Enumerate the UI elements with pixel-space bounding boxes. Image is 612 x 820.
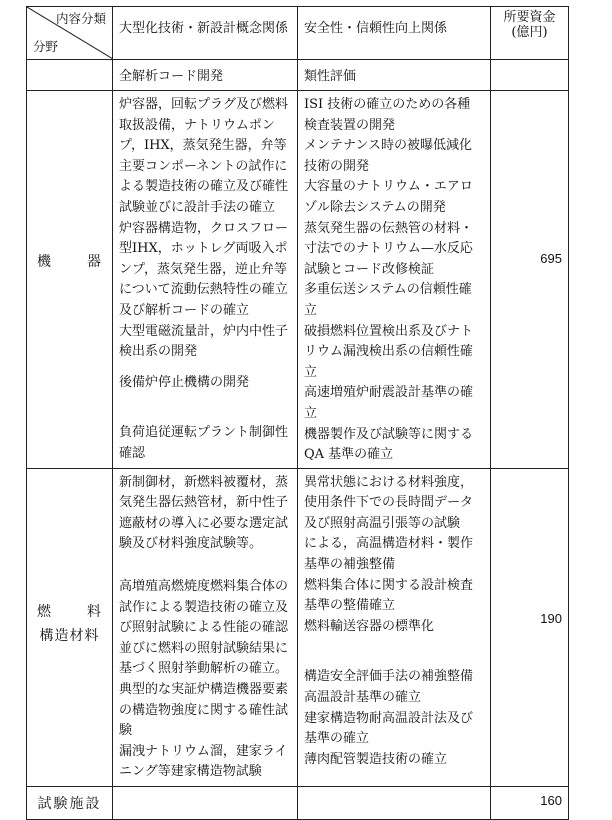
- subheader-fund: [491, 60, 569, 91]
- list-item: 蒸気発生器の伝熱管の材料・ 寸法でのナトリウム—水反応 試験とコード改修検証: [304, 220, 474, 277]
- list-item: 多重伝送システムの信頼性確 立: [304, 282, 472, 318]
- list-item: 負荷追従運転プラント制御性 確認: [119, 425, 289, 461]
- test-fund-value: 160: [540, 792, 562, 808]
- subheader-col-b: 類性評価: [298, 60, 491, 91]
- list-item: 高速増殖炉耐震設計基準の確 立: [304, 385, 474, 421]
- test-col-a: [113, 786, 298, 819]
- field-equipment-label: 機 器: [37, 254, 102, 270]
- field-cell-fuel-materials: [27, 468, 113, 786]
- header-row: [27, 7, 569, 60]
- fund-header: [491, 7, 569, 60]
- field-label: 分野: [33, 39, 59, 54]
- funding-table: [26, 6, 569, 820]
- subheader-empty: [27, 60, 113, 91]
- test-fund-cell: [491, 786, 569, 819]
- test-col-b: [298, 786, 491, 819]
- list-item: 高温設計基準の確立: [304, 690, 422, 706]
- list-item: メンテナンス時の被曝低減化 技術の開発: [304, 138, 472, 174]
- list-item: 高増殖高燃焼度燃料集合体の 試作による製造技術の確立及 び照射試験による性能の確認 並びに燃料の照射試験結果に 基づく照射挙動解析の確立。: [119, 579, 289, 677]
- corner-header-cell: [27, 7, 113, 60]
- field-materials-label: 構造材料: [39, 627, 100, 644]
- list-item: 大容量のナトリウム・エアロ ゾル除去システムの開発: [304, 179, 473, 215]
- equipment-col-a: [113, 91, 298, 469]
- list-item: ISI 技術の確立のための各種 検査装置の開発: [304, 97, 471, 133]
- col-b-header: 安全性・信頼性向上関係: [298, 7, 491, 60]
- row-test-facility: [27, 786, 569, 819]
- fund-header-line2: (億円): [511, 24, 548, 40]
- equipment-fund-value: 695: [540, 251, 562, 266]
- list-item: 機器製作及び試験等に関する QA 基準の確立: [304, 426, 474, 463]
- equipment-col-b: [298, 91, 491, 469]
- list-item: 燃料輸送容器の標準化: [304, 618, 435, 634]
- list-item: 炉容器構造物，クロスフロー 型IHX，ホットレグ両吸入ポ ンプ，蒸気発生器，逆止弁等 について流動伝熱特性の確立 及び解析コードの確立: [119, 220, 289, 318]
- row-fuel-materials: [27, 468, 569, 786]
- field-fuel-label: 燃 料: [37, 603, 102, 620]
- field-test-facility: 試験施設: [27, 786, 113, 819]
- list-item: 漏洩ナトリウム溜，建家ライ ニング等建家構造物試験: [119, 743, 288, 780]
- list-item: 典型的な実証炉構造機器要素 の構造物強度に関する確性試 験: [119, 682, 289, 739]
- equipment-fund-cell: [491, 91, 569, 469]
- fuel-col-a: [113, 468, 298, 786]
- list-item: 建家構造物耐高温設計法及び 基準の確立: [304, 710, 474, 747]
- list-item: 新制御材，新燃料被覆材，蒸 気発生器伝熱管材，新中性子 遮蔽材の導入に必要な選定試 験及び材料強度試験等。: [119, 474, 289, 552]
- fund-header-line1: 所要資金: [503, 10, 556, 25]
- subheader-col-a: 全解析コード開発: [113, 60, 298, 91]
- classification-label: 内容分類: [55, 11, 106, 26]
- list-item: 構造安全評価手法の補強整備: [304, 669, 474, 685]
- field-cell-equipment: [27, 91, 113, 469]
- list-item: 後備炉停止機構の開発: [119, 374, 250, 390]
- row-equipment: [27, 91, 569, 469]
- list-item: 薄肉配管製造技術の確立: [304, 751, 448, 767]
- fuel-fund-cell: [491, 468, 569, 786]
- subheader-row: [27, 60, 569, 91]
- list-item: 炉容器，回転プラグ及び燃料 取扱設備，ナトリウムポン プ，IHX，蒸気発生器，弁等 主要コンポーネントの試作に よる製造技術の確立及び確性 試験並びに設計手法の確立: [119, 97, 289, 215]
- list-item: 大型電磁流量計，炉内中性子 検出系の開発: [119, 323, 289, 360]
- fuel-fund-value: 190: [540, 610, 562, 626]
- list-item: 燃料集合体に関する設計検査 基準の整備確立: [304, 577, 474, 614]
- col-a-header: 大型化技術・新設計概念関係: [113, 7, 298, 60]
- list-item: 破損燃料位置検出系及びナト リウム漏洩検出系の信頼性確 立: [304, 323, 474, 380]
- fuel-col-b: [298, 468, 491, 786]
- list-item: 異常状態における材料強度， 使用条件下での長時間データ 及び照射高温引張等の試験 による，高温構造材料・製作 基準の補強整備: [304, 474, 474, 573]
